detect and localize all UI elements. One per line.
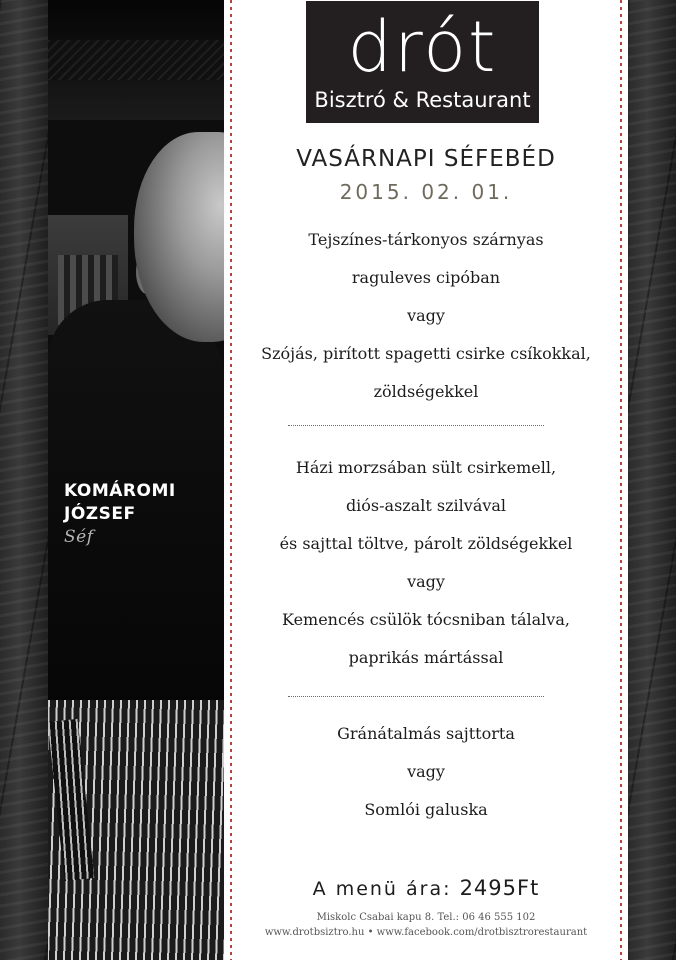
chef-role: Séf bbox=[64, 527, 94, 547]
logo-subtitle: Bisztró & Restaurant bbox=[314, 88, 531, 112]
photo-ceiling bbox=[48, 40, 224, 80]
chef-last-name: JÓZSEF bbox=[64, 504, 136, 524]
menu-line-or: vagy bbox=[407, 762, 445, 781]
contact-address: Miskolc Csabai kapu 8. Tel.: 06 46 555 102 bbox=[316, 912, 536, 923]
contact-web: www.drotbsiztro.hu • www.facebook.com/drotbisztrorestaurant bbox=[264, 927, 588, 938]
menu-price bbox=[224, 876, 628, 900]
wood-strip-right bbox=[628, 0, 676, 960]
menu-title: VASÁRNAPI SÉFEBÉD bbox=[296, 146, 556, 172]
menu-line: Házi morzsában sült csirkemell, bbox=[295, 458, 557, 477]
restaurant-logo bbox=[306, 1, 539, 123]
wood-strip-left bbox=[0, 0, 48, 960]
menu-line: raguleves cipóban bbox=[351, 268, 501, 287]
menu-line: zöldségekkel bbox=[373, 382, 479, 401]
menu-line: paprikás mártással bbox=[348, 648, 504, 667]
course-dessert bbox=[224, 715, 628, 829]
price-label: A menü ára: bbox=[312, 878, 452, 900]
menu-panel bbox=[224, 0, 628, 960]
course-soup bbox=[224, 221, 628, 411]
chef-first-name: KOMÁROMI bbox=[64, 481, 176, 501]
menu-line: Somlói galuska bbox=[364, 800, 488, 819]
menu-line: Gránátalmás sajttorta bbox=[337, 724, 515, 743]
menu-date: 2015. 02. 01. bbox=[339, 180, 513, 204]
menu-line-or: vagy bbox=[407, 572, 445, 591]
dotted-separator bbox=[288, 425, 544, 426]
menu-line: és sajttal töltve, párolt zöldségekkel bbox=[279, 534, 573, 553]
logo-wordmark: drót bbox=[347, 6, 498, 88]
price-amount: 2495Ft bbox=[459, 876, 540, 900]
menu-line: Kemencés csülök tócsniban tálalva, bbox=[282, 610, 570, 629]
course-main bbox=[224, 449, 628, 677]
menu-line-or: vagy bbox=[407, 306, 445, 325]
menu-line: Szójás, pirított spagetti csirke csíkokkal, bbox=[261, 344, 591, 363]
dotted-separator bbox=[288, 696, 544, 697]
menu-line: diós-aszalt szilvával bbox=[345, 496, 507, 515]
menu-line: Tejszínes-tárkonyos szárnyas bbox=[308, 230, 544, 249]
chef-caption bbox=[64, 480, 176, 549]
